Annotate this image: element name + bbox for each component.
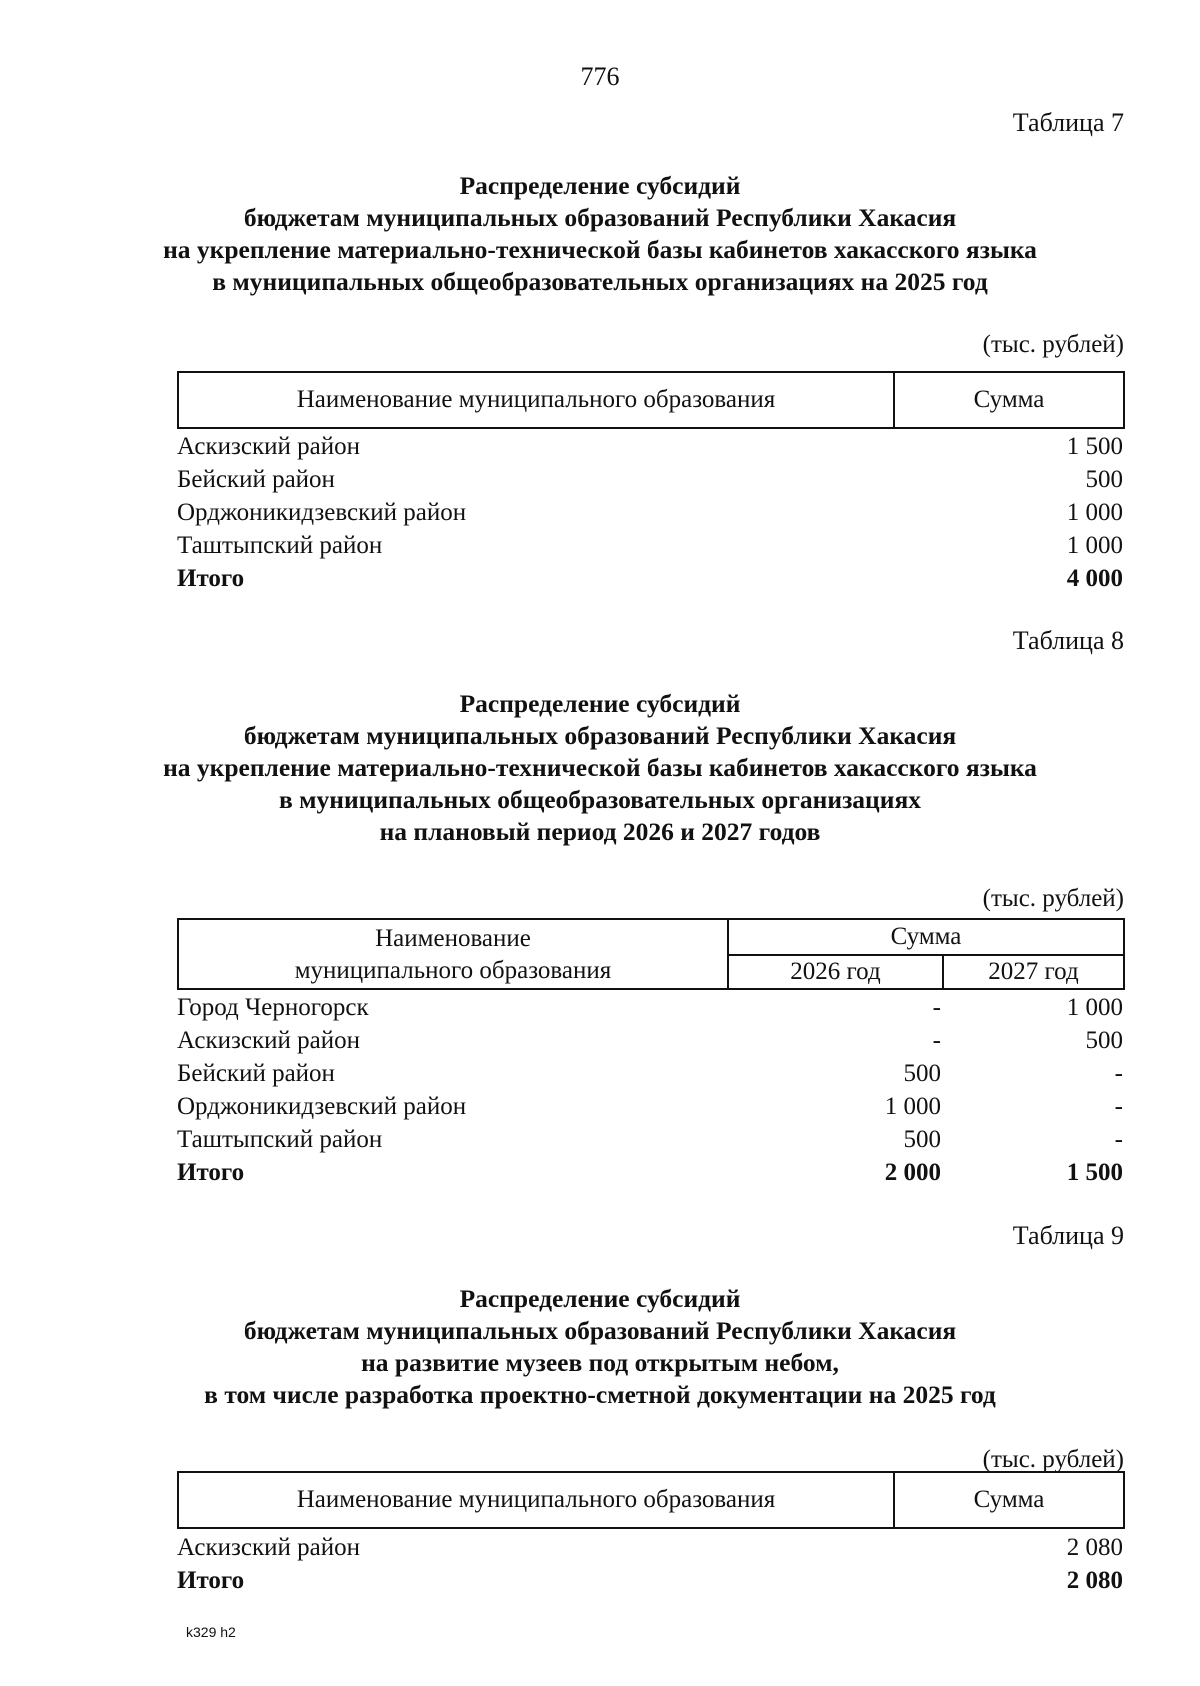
table-9-units: (тыс. рублей)	[982, 1446, 1124, 1473]
table-9-label: Таблица 9	[1012, 1221, 1124, 1250]
table-7-units: (тыс. рублей)	[982, 331, 1124, 358]
table-7-label: Таблица 7	[1012, 108, 1124, 137]
row-value-2027: -	[1114, 1060, 1123, 1087]
footer-code: k329 h2	[186, 1624, 236, 1640]
total-value: 2 080	[1066, 1567, 1123, 1594]
row-name: Таштыпский район	[177, 1126, 383, 1153]
table-total-row	[177, 1159, 1123, 1191]
title-line: в муниципальных общеобразовательных организациях на 2025 год	[212, 267, 988, 296]
row-value-2027: -	[1114, 1126, 1123, 1153]
total-value-2026: 2 000	[884, 1159, 941, 1186]
table-7-header	[177, 371, 1125, 429]
header-sum: Сумма	[890, 923, 962, 950]
row-value-2026: 1 000	[884, 1093, 941, 1120]
row-value-2027: -	[1114, 1093, 1123, 1120]
header-name: Наименование муниципального образования	[296, 1486, 776, 1513]
table-total-row	[177, 565, 1123, 597]
total-label: Итого	[177, 1159, 245, 1186]
total-label: Итого	[177, 565, 245, 592]
table-row	[177, 1060, 1123, 1092]
title-line: на развитие музеев под открытым небом,	[361, 1348, 839, 1377]
title-line: бюджетам муниципальных образований Республики Хакасия	[243, 1316, 957, 1345]
row-value: 500	[1085, 466, 1123, 493]
table-8-header	[177, 918, 1125, 990]
header-year-2026: 2026 год	[790, 958, 881, 985]
title-line: на укрепление материально-технической базы кабинетов хакасского языка	[163, 753, 1037, 782]
row-value: 1 000	[1066, 532, 1123, 559]
row-value-2026: -	[932, 994, 941, 1021]
row-value: 2 080	[1066, 1534, 1123, 1561]
title-line: Распределение субсидий	[459, 1284, 741, 1313]
table-row	[177, 532, 1123, 564]
row-name: Таштыпский район	[177, 532, 383, 559]
title-line: Распределение субсидий	[459, 689, 741, 718]
table-8-units: (тыс. рублей)	[982, 885, 1124, 912]
table-7-title	[100, 170, 1100, 298]
title-line: на плановый период 2026 и 2027 годов	[379, 817, 821, 846]
row-value: 1 500	[1066, 433, 1123, 460]
row-name: Бейский район	[177, 1060, 335, 1087]
row-name: Город Черногорск	[177, 994, 369, 1021]
table-row	[177, 1027, 1123, 1059]
row-value-2027: 500	[1085, 1027, 1123, 1054]
header-name: Наименование муниципального образования	[296, 386, 776, 413]
total-value-2027: 1 500	[1066, 1159, 1123, 1186]
row-name: Аскизский район	[177, 1534, 361, 1561]
total-value: 4 000	[1066, 565, 1123, 592]
row-value-2026: 500	[903, 1060, 941, 1087]
header-name-line1: Наименование	[375, 925, 531, 952]
table-total-row	[177, 1567, 1123, 1599]
table-row	[177, 1534, 1123, 1566]
table-row	[177, 466, 1123, 498]
title-line: бюджетам муниципальных образований Республики Хакасия	[243, 203, 957, 232]
table-row	[177, 433, 1123, 465]
table-8-title	[100, 688, 1100, 848]
table-9-title	[100, 1283, 1100, 1411]
row-value: 1 000	[1066, 499, 1123, 526]
page-number: 776	[580, 62, 620, 91]
row-name: Бейский район	[177, 466, 335, 493]
table-row	[177, 499, 1123, 531]
table-row	[177, 994, 1123, 1026]
header-sum: Сумма	[973, 1486, 1045, 1513]
row-value-2027: 1 000	[1066, 994, 1123, 1021]
table-9-header	[177, 1471, 1125, 1529]
header-sum: Сумма	[973, 386, 1045, 413]
row-name: Орджоникидзевский район	[177, 499, 467, 526]
title-line: Распределение субсидий	[459, 171, 741, 200]
table-row	[177, 1093, 1123, 1125]
row-name: Аскизский район	[177, 1027, 361, 1054]
title-line: в муниципальных общеобразовательных организациях	[278, 785, 921, 814]
table-row	[177, 1126, 1123, 1158]
table-8-label: Таблица 8	[1012, 626, 1124, 655]
row-name: Орджоникидзевский район	[177, 1093, 467, 1120]
title-line: в том числе разработка проектно-сметной документации на 2025 год	[204, 1380, 996, 1409]
row-value-2026: 500	[903, 1126, 941, 1153]
row-value-2026: -	[932, 1027, 941, 1054]
header-name-line2: муниципального образования	[294, 957, 612, 984]
total-label: Итого	[177, 1567, 245, 1594]
row-name: Аскизский район	[177, 433, 361, 460]
header-year-2027: 2027 год	[988, 958, 1079, 985]
title-line: на укрепление материально-технической базы кабинетов хакасского языка	[163, 235, 1037, 264]
title-line: бюджетам муниципальных образований Республики Хакасия	[243, 721, 957, 750]
